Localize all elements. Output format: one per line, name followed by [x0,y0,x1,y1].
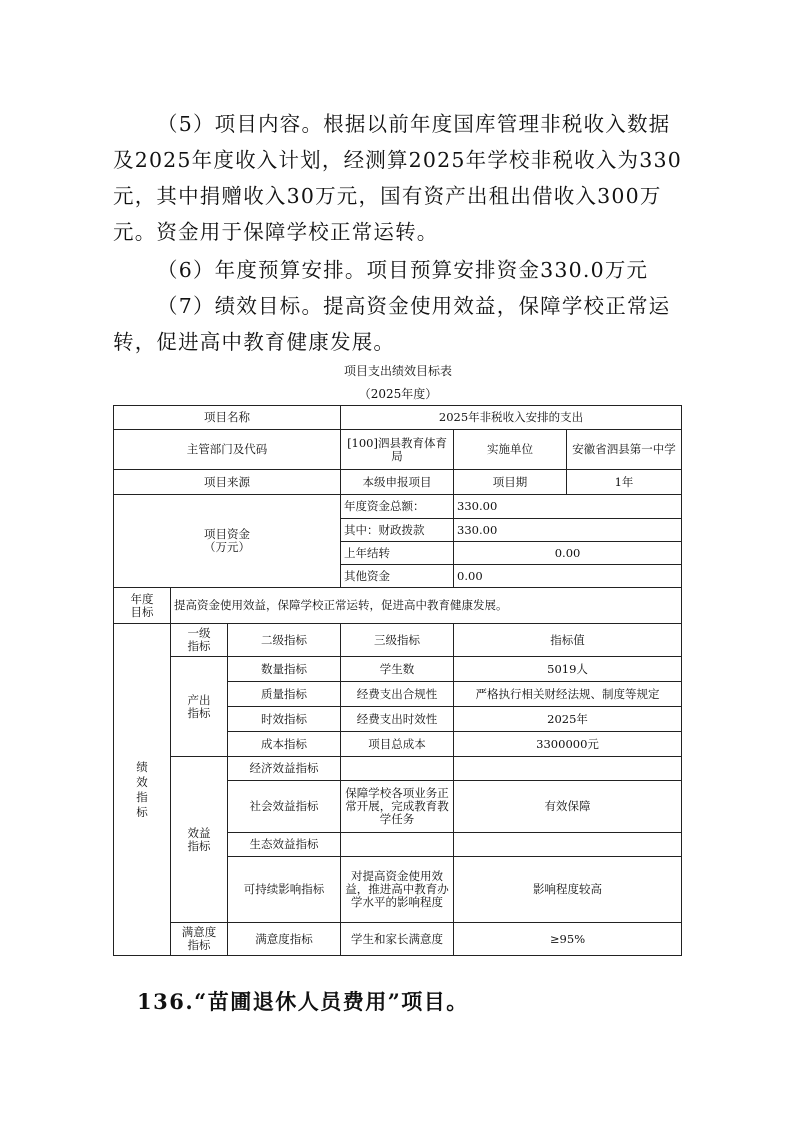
benefit-l3: 对提高资金使用效益，推进高中教育办学水平的影响程度 [341,857,454,923]
benefit-value [454,757,682,781]
output-l3: 项目总成本 [341,732,454,757]
performance-table [113,405,682,956]
table-title: 项目支出绩效目标表 [343,364,452,378]
benefit-label-text: 效益指标 [187,825,211,853]
funds-other-value: 0.00 [454,565,682,588]
annual-goal: 提高资金使用效益，保障学校正常运转，促进高中教育健康发展。 [171,588,682,624]
perf-label [114,624,171,956]
benefit-value: 有效保障 [454,781,682,833]
benefit-value: 影响程度较高 [454,857,682,923]
header-level1-text: 一级指标 [187,626,211,653]
table-row [114,495,682,519]
output-label [171,657,228,757]
perf-label-text: 绩效指标 [136,759,148,819]
satisfaction-label-text: 满意度指标 [181,925,217,952]
period: 1年 [567,470,682,495]
header-level1 [171,624,228,657]
table-row [114,430,682,470]
benefit-l2: 经济效益指标 [228,757,341,781]
header-value: 指标值 [454,624,682,657]
dept-label: 主管部门及代码 [114,430,341,470]
benefit-l2: 生态效益指标 [228,833,341,857]
table-row [114,406,682,430]
funds-other-label: 其他资金 [341,565,454,588]
satisfaction-l2: 满意度指标 [228,923,341,956]
source: 本级申报项目 [341,470,454,495]
paragraph-performance-goal: （7）绩效目标。提高资金使用效益，保障学校正常运转，促进高中教育健康发展。 [113,294,671,354]
table-year: （2025年度） [358,387,438,401]
output-label-text: 产出指标 [187,692,211,720]
table-row [114,657,682,682]
unit: 安徽省泗县第一中学 [567,430,682,470]
output-l2: 时效指标 [228,707,341,732]
output-value: 严格执行相关财经法规、制度等规定 [454,682,682,707]
satisfaction-label [171,923,228,956]
paragraph-project-content: （5）项目内容。根据以前年度国库管理非税收入数据及2025年度收入计划，经测算2025年学校非税收入为330元，其中捐赠收入30万元，国有资产出租出借收入300万元。资金用于保障学校正常运转。 [113,112,682,244]
funds-total-label: 年度资金总额： [341,495,454,519]
funds-label [114,495,341,588]
output-l2: 成本指标 [228,732,341,757]
table-row [114,588,682,624]
period-label: 项目期 [454,470,567,495]
benefit-l2: 可持续影响指标 [228,857,341,923]
benefit-value [454,833,682,857]
funds-carryover-value: 0.00 [454,542,682,565]
output-value: 3300000元 [454,732,682,757]
dept: [100]泗县教育体育局 [341,430,454,470]
benefit-l2: 社会效益指标 [228,781,341,833]
funds-fiscal-value: 330.00 [454,519,682,542]
annual-goal-label [114,588,171,624]
benefit-l3: 保障学校各项业务正常开展，完成教育教学任务 [341,781,454,833]
funds-fiscal-label: 其中：财政拨款 [341,519,454,542]
table-row [114,923,682,956]
project-name-label: 项目名称 [114,406,341,430]
satisfaction-l3: 学生和家长满意度 [341,923,454,956]
header-level2: 二级指标 [228,624,341,657]
output-value: 2025年 [454,707,682,732]
output-l3: 经费支出合规性 [341,682,454,707]
output-l2: 质量指标 [228,682,341,707]
output-l3: 经费支出时效性 [341,707,454,732]
unit-label: 实施单位 [454,430,567,470]
source-label: 项目来源 [114,470,341,495]
funds-carryover-label: 上年结转 [341,542,454,565]
table-row [114,757,682,781]
satisfaction-value: ≥95% [454,923,682,956]
paragraph-budget: （6）年度预算安排。项目预算安排资金330.0万元 [157,258,649,282]
output-l2: 数量指标 [228,657,341,682]
project-name: 2025年非税收入安排的支出 [341,406,682,430]
header-level3: 三级指标 [341,624,454,657]
benefit-l3 [341,833,454,857]
funds-total-value: 330.00 [454,495,682,519]
next-section-heading: 136.“苗圃退休人员费用”项目。 [137,989,469,1014]
table-row [114,470,682,495]
table-row [114,624,682,657]
benefit-l3 [341,757,454,781]
output-l3: 学生数 [341,657,454,682]
output-value: 5019人 [454,657,682,682]
benefit-label [171,757,228,923]
annual-goal-label-text: 年度目标 [130,591,154,619]
funds-label-text: 项目资金（万元） [204,527,251,554]
